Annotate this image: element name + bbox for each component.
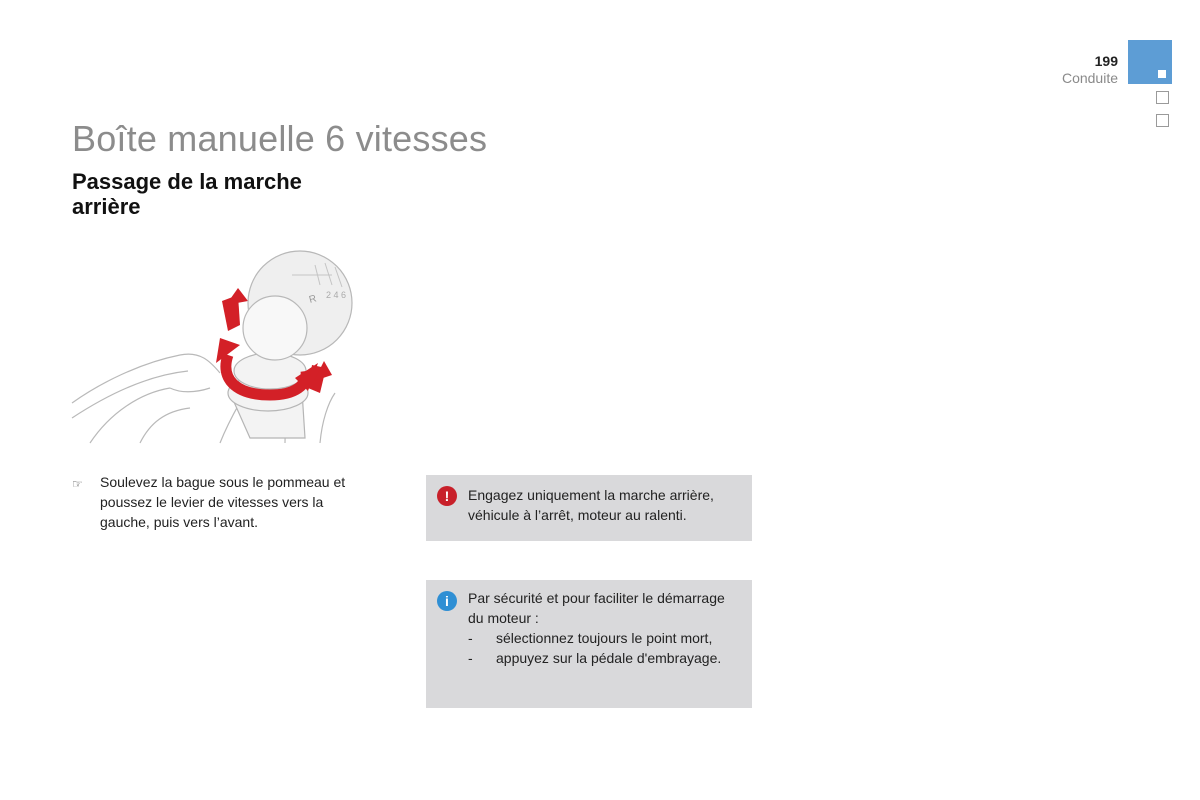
- section-name: Conduite: [1061, 70, 1118, 86]
- chapter-tab-box: [1156, 114, 1169, 127]
- tab-marker: [1158, 70, 1166, 78]
- dash-bullet: -: [468, 630, 473, 646]
- section-subtitle: Passage de la marche arrière: [72, 169, 302, 219]
- list-item: [468, 648, 740, 668]
- dash-bullet: -: [468, 650, 473, 666]
- warning-text: Engagez uniquement la marche arrière, véhicule à l’arrêt, moteur au ralenti.: [468, 487, 714, 523]
- svg-text:R: R: [307, 293, 318, 306]
- svg-text:2 4 6: 2 4 6: [326, 290, 347, 300]
- pointing-finger-icon: ☞: [72, 477, 83, 491]
- info-icon: i: [437, 591, 457, 611]
- info-item-text: sélectionnez toujours le point mort,: [496, 630, 713, 646]
- instruction: [72, 472, 372, 532]
- info-intro: Par sécurité et pour faciliter le démarrage du moteur :: [468, 590, 725, 626]
- page-number: 199: [1094, 53, 1118, 69]
- info-notice: [426, 580, 752, 708]
- list-item: [468, 628, 740, 648]
- chapter-tab-active: [1128, 40, 1172, 84]
- exclamation-icon: !: [437, 486, 457, 506]
- warning-notice: [426, 475, 752, 541]
- page-title: Boîte manuelle 6 vitesses: [72, 118, 488, 159]
- info-item-text: appuyez sur la pédale d'embrayage.: [496, 650, 722, 666]
- chapter-tab-box: [1156, 91, 1169, 104]
- instruction-text: Soulevez la bague sous le pommeau et poussez le levier de vitesses vers la gauche, puis vers l’avant.: [100, 474, 346, 530]
- gear-lever-illustration: [70, 243, 362, 448]
